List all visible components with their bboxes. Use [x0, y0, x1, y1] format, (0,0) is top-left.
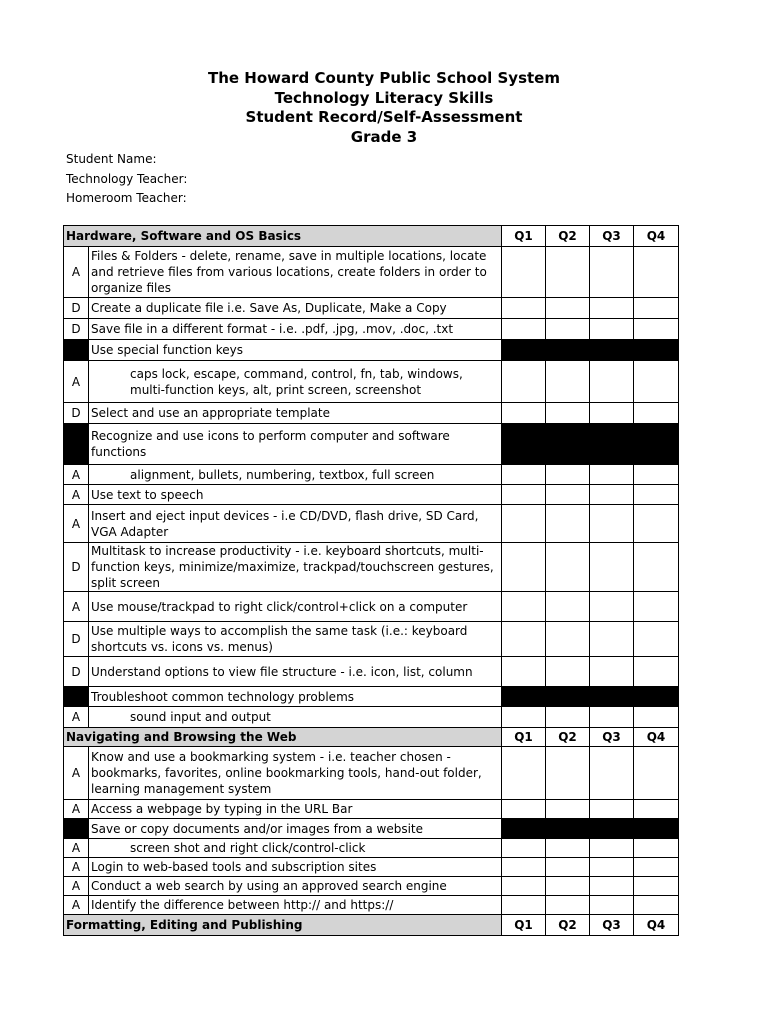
quarter-header-q3: Q3 [590, 226, 634, 247]
skill-description: screen shot and right click/control-click [89, 839, 502, 858]
quarter-score-cell[interactable] [502, 247, 546, 298]
quarter-score-cell[interactable] [502, 485, 546, 505]
skill-description: caps lock, escape, command, control, fn, tab, windows, multi-function keys, alt, print screen, screenshot [89, 361, 502, 403]
skill-level-code: A [64, 361, 89, 403]
quarter-score-cell [502, 424, 546, 465]
quarter-score-cell [502, 687, 546, 707]
skill-level-code: A [64, 465, 89, 485]
quarter-score-cell[interactable] [590, 592, 634, 622]
skill-description: sound input and output [89, 707, 502, 728]
homeroom-teacher-label: Homeroom Teacher: [66, 191, 187, 205]
skill-level-code [64, 340, 89, 361]
skill-description: Identify the difference between http:// and https:// [89, 896, 502, 915]
quarter-header-q4: Q4 [634, 915, 679, 936]
title-line-3: Student Record/Self-Assessment [245, 108, 523, 126]
skill-description: alignment, bullets, numbering, textbox, full screen [89, 465, 502, 485]
quarter-score-cell[interactable] [634, 592, 679, 622]
skill-level-code: D [64, 622, 89, 657]
skill-row [64, 465, 679, 485]
technology-teacher-label: Technology Teacher: [66, 171, 188, 186]
skill-row [64, 896, 679, 915]
section-header-row [64, 915, 679, 936]
quarter-header-q3: Q3 [590, 728, 634, 747]
skill-row [64, 298, 679, 319]
quarter-score-cell[interactable] [590, 877, 634, 896]
quarter-score-cell[interactable] [634, 896, 679, 915]
skill-level-code: D [64, 543, 89, 592]
quarter-score-cell[interactable] [634, 858, 679, 877]
skill-description: Understand options to view file structure - i.e. icon, list, column [89, 657, 502, 687]
quarter-score-cell[interactable] [546, 485, 590, 505]
skill-row [64, 505, 679, 543]
quarter-score-cell[interactable] [546, 858, 590, 877]
quarter-score-cell[interactable] [546, 707, 590, 728]
title-line-2: Technology Literacy Skills [274, 88, 494, 107]
quarter-score-cell[interactable] [502, 622, 546, 657]
quarter-score-cell[interactable] [634, 839, 679, 858]
quarter-score-cell[interactable] [590, 622, 634, 657]
quarter-score-cell[interactable] [590, 319, 634, 340]
quarter-score-cell[interactable] [546, 403, 590, 424]
skill-level-code: A [64, 505, 89, 543]
quarter-score-cell[interactable] [502, 858, 546, 877]
skill-level-code: D [64, 403, 89, 424]
skill-level-code: A [64, 858, 89, 877]
skill-row [64, 485, 679, 505]
skill-row [64, 839, 679, 858]
quarter-score-cell[interactable] [634, 877, 679, 896]
skill-row [64, 877, 679, 896]
skill-row [64, 424, 679, 465]
quarter-score-cell[interactable] [502, 657, 546, 687]
quarter-score-cell[interactable] [546, 319, 590, 340]
quarter-score-cell[interactable] [502, 319, 546, 340]
quarter-score-cell[interactable] [634, 403, 679, 424]
skill-description: Recognize and use icons to perform computer and software functions [89, 424, 502, 465]
skill-description: Save or copy documents and/or images from a website [89, 819, 502, 839]
quarter-score-cell[interactable] [590, 505, 634, 543]
quarter-header-q3: Q3 [590, 915, 634, 936]
quarter-score-cell [590, 819, 634, 839]
skill-row [64, 361, 679, 403]
quarter-score-cell[interactable] [546, 877, 590, 896]
quarter-score-cell [590, 687, 634, 707]
quarter-score-cell[interactable] [634, 707, 679, 728]
skill-level-code [64, 819, 89, 839]
skill-level-code: A [64, 839, 89, 858]
quarter-score-cell[interactable] [634, 247, 679, 298]
skill-row [64, 543, 679, 592]
skill-row [64, 592, 679, 622]
skill-level-code: A [64, 877, 89, 896]
skill-level-code: A [64, 896, 89, 915]
skill-row [64, 687, 679, 707]
quarter-score-cell[interactable] [502, 543, 546, 592]
skill-level-code: D [64, 298, 89, 319]
quarter-score-cell[interactable] [590, 707, 634, 728]
quarter-header-q4: Q4 [634, 728, 679, 747]
skill-description: Conduct a web search by using an approved search engine [89, 877, 502, 896]
quarter-score-cell [502, 340, 546, 361]
quarter-score-cell[interactable] [634, 622, 679, 657]
quarter-score-cell[interactable] [502, 465, 546, 485]
skill-row [64, 403, 679, 424]
skill-level-code: D [64, 319, 89, 340]
quarter-score-cell[interactable] [546, 657, 590, 687]
section-title: Formatting, Editing and Publishing [64, 915, 502, 936]
section-header-row [64, 728, 679, 747]
quarter-score-cell[interactable] [502, 839, 546, 858]
quarter-score-cell[interactable] [546, 247, 590, 298]
quarter-score-cell[interactable] [546, 298, 590, 319]
quarter-score-cell [590, 424, 634, 465]
quarter-score-cell [634, 340, 679, 361]
skill-description: Create a duplicate file i.e. Save As, Duplicate, Make a Copy [89, 298, 502, 319]
quarter-score-cell[interactable] [590, 247, 634, 298]
skill-level-code: A [64, 800, 89, 819]
section-title: Hardware, Software and OS Basics [64, 226, 502, 247]
skill-description: Know and use a bookmarking system - i.e. teacher chosen - bookmarks, favorites, online bookmarking tools, hand-out folder, learning management system [89, 747, 502, 800]
skill-description: Access a webpage by typing in the URL Bar [89, 800, 502, 819]
skill-description: Use special function keys [89, 340, 502, 361]
skill-row [64, 247, 679, 298]
quarter-header-q1: Q1 [502, 226, 546, 247]
skill-description: Use mouse/trackpad to right click/control+click on a computer [89, 592, 502, 622]
quarter-score-cell[interactable] [634, 800, 679, 819]
student-info [66, 150, 187, 209]
skill-row [64, 319, 679, 340]
skill-level-code: A [64, 485, 89, 505]
quarter-score-cell[interactable] [546, 505, 590, 543]
quarter-score-cell [546, 424, 590, 465]
section-title: Navigating and Browsing the Web [64, 728, 502, 747]
skill-row [64, 622, 679, 657]
skill-level-code: A [64, 247, 89, 298]
quarter-score-cell[interactable] [590, 839, 634, 858]
quarter-score-cell[interactable] [634, 747, 679, 800]
quarter-score-cell[interactable] [546, 465, 590, 485]
student-name-label: Student Name: [66, 152, 157, 166]
quarter-score-cell[interactable] [634, 298, 679, 319]
quarter-score-cell[interactable] [546, 896, 590, 915]
skill-row [64, 340, 679, 361]
quarter-score-cell[interactable] [590, 403, 634, 424]
title-line-1: The Howard County Public School System [208, 69, 560, 87]
skill-description: Login to web-based tools and subscription sites [89, 858, 502, 877]
quarter-score-cell [546, 819, 590, 839]
skill-row [64, 747, 679, 800]
quarter-score-cell[interactable] [502, 707, 546, 728]
quarter-score-cell[interactable] [590, 361, 634, 403]
quarter-score-cell[interactable] [590, 543, 634, 592]
quarter-score-cell[interactable] [502, 877, 546, 896]
quarter-score-cell [546, 687, 590, 707]
section-header-row [64, 226, 679, 247]
title-line-4: Grade 3 [350, 127, 418, 146]
quarter-score-cell[interactable] [546, 839, 590, 858]
quarter-score-cell [634, 424, 679, 465]
quarter-score-cell[interactable] [590, 800, 634, 819]
skill-description: Troubleshoot common technology problems [89, 687, 502, 707]
quarter-score-cell[interactable] [590, 485, 634, 505]
skill-level-code [64, 687, 89, 707]
quarter-score-cell[interactable] [546, 592, 590, 622]
quarter-score-cell[interactable] [502, 800, 546, 819]
quarter-score-cell[interactable] [634, 319, 679, 340]
skill-description: Insert and eject input devices - i.e CD/DVD, flash drive, SD Card, VGA Adapter [89, 505, 502, 543]
quarter-header-q1: Q1 [502, 728, 546, 747]
skill-row [64, 858, 679, 877]
skill-description: Use multiple ways to accomplish the same task (i.e.: keyboard shortcuts vs. icons vs. menus) [89, 622, 502, 657]
quarter-score-cell[interactable] [590, 858, 634, 877]
quarter-score-cell[interactable] [502, 592, 546, 622]
quarter-score-cell [502, 819, 546, 839]
quarter-score-cell [546, 340, 590, 361]
skill-description: Save file in a different format - i.e. .pdf, .jpg, .mov, .doc, .txt [89, 319, 502, 340]
quarter-score-cell[interactable] [546, 361, 590, 403]
skill-description: Use text to speech [89, 485, 502, 505]
skill-row [64, 800, 679, 819]
quarter-score-cell[interactable] [590, 747, 634, 800]
quarter-score-cell[interactable] [546, 800, 590, 819]
quarter-score-cell[interactable] [634, 505, 679, 543]
skill-row [64, 707, 679, 728]
quarter-score-cell[interactable] [634, 465, 679, 485]
skill-level-code: D [64, 657, 89, 687]
skill-row [64, 819, 679, 839]
document-title [0, 69, 768, 147]
skill-description: Multitask to increase productivity - i.e. keyboard shortcuts, multi-function keys, minimize/maximize, trackpad/touchscreen gestures, split screen [89, 543, 502, 592]
quarter-score-cell [590, 340, 634, 361]
skill-level-code: A [64, 747, 89, 800]
quarter-score-cell[interactable] [634, 485, 679, 505]
skill-description: Files & Folders - delete, rename, save in multiple locations, locate and retrieve files from various locations, create folders in order to organize files [89, 247, 502, 298]
quarter-score-cell [634, 819, 679, 839]
quarter-score-cell[interactable] [502, 896, 546, 915]
skills-table [63, 225, 679, 936]
quarter-score-cell[interactable] [546, 622, 590, 657]
quarter-header-q2: Q2 [546, 728, 590, 747]
quarter-score-cell[interactable] [502, 403, 546, 424]
quarter-header-q1: Q1 [502, 915, 546, 936]
quarter-score-cell[interactable] [590, 298, 634, 319]
quarter-header-q4: Q4 [634, 226, 679, 247]
quarter-score-cell[interactable] [546, 747, 590, 800]
quarter-score-cell[interactable] [634, 361, 679, 403]
quarter-score-cell[interactable] [502, 747, 546, 800]
quarter-score-cell[interactable] [590, 465, 634, 485]
skill-level-code: A [64, 707, 89, 728]
skill-row [64, 657, 679, 687]
quarter-score-cell[interactable] [546, 543, 590, 592]
skill-description: Select and use an appropriate template [89, 403, 502, 424]
quarter-score-cell[interactable] [502, 505, 546, 543]
quarter-score-cell[interactable] [590, 896, 634, 915]
quarter-score-cell[interactable] [634, 543, 679, 592]
quarter-score-cell[interactable] [590, 657, 634, 687]
skill-level-code: A [64, 592, 89, 622]
quarter-score-cell [634, 687, 679, 707]
quarter-score-cell[interactable] [502, 298, 546, 319]
quarter-header-q2: Q2 [546, 226, 590, 247]
quarter-score-cell[interactable] [502, 361, 546, 403]
skill-level-code [64, 424, 89, 465]
quarter-header-q2: Q2 [546, 915, 590, 936]
quarter-score-cell[interactable] [634, 657, 679, 687]
